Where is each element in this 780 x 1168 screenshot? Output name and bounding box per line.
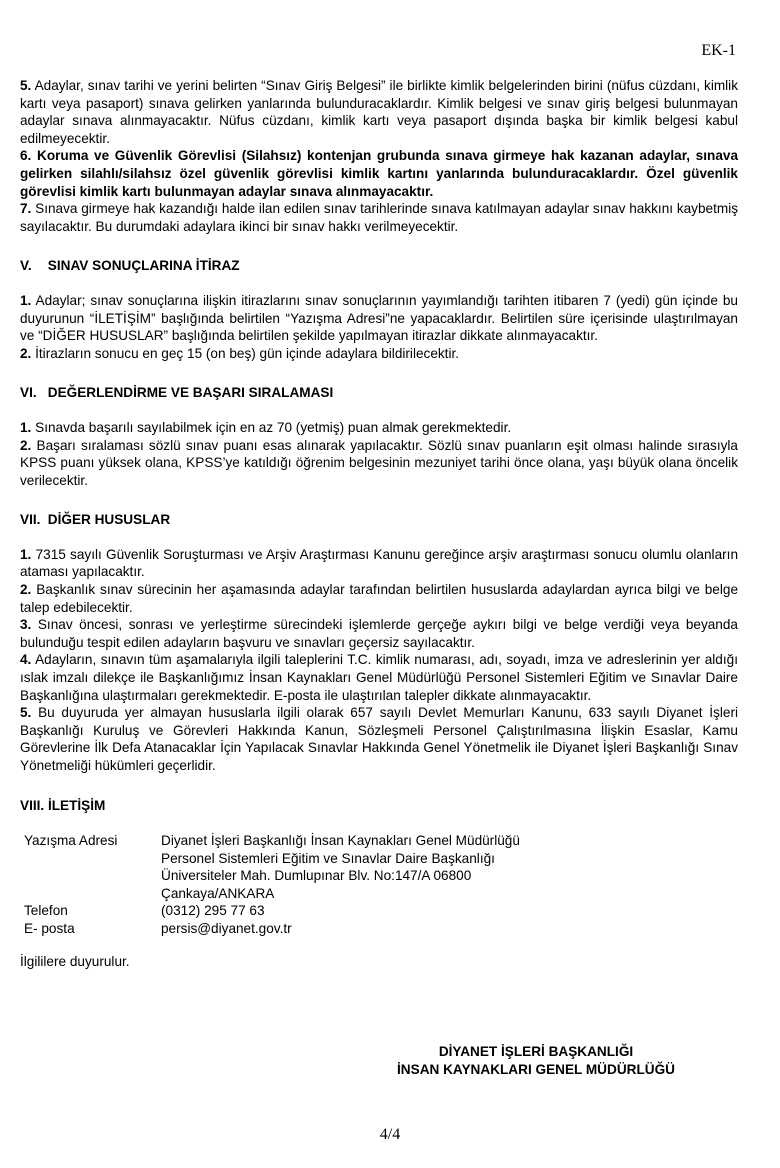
item-number: 1. (20, 546, 32, 562)
item-number: 2. (20, 345, 32, 361)
item-text: Adayların, sınavın tüm aşamalarıyla ilgili taleplerini T.C. kimlik numarası, adı, soyadı, imza ve adreslerinin yer aldığı ıslak imzalı dilekçe ile Başkanlığımız İnsan Kaynakları Genel Müdürlüğü Personel Sistemleri Eğitim ve Sınavlar Daire Başkanlığına ulaştırmaları gerekmektedir. E-posta ile ulaştırılan talepler dikkate alınmayacaktır. (20, 652, 738, 703)
list-item (20, 616, 738, 651)
list-item (20, 147, 738, 200)
item-text: Başarı sıralaması sözlü sınav puanı esas alınarak yapılacaktır. Sözlü sınav puanların eşit olması halinde sırasıyla KPSS puanı yüksek olana, KPSS’ye katıldığı öğrenim belgesinin mezuniyet tarihi önce olana, yaşı büyük olana öncelik verilecektir. (20, 437, 738, 488)
phone-label: Telefon (24, 903, 68, 919)
list-item (20, 345, 738, 363)
list-item (20, 704, 738, 774)
address-value: Diyanet İşleri Başkanlığı İnsan Kaynakları Genel Müdürlüğü Personel Sistemleri Eğitim ve Sınavlar Daire Başkanlığı Üniversiteler Mah. Dumlupınar Blv. No:147/A 06800 Çankaya/ANKARA (161, 833, 520, 901)
item-number: 6. (20, 148, 32, 164)
item-number: 2. (20, 437, 32, 453)
email-row (24, 920, 738, 938)
section-heading: VII. DİĞER HUSUSLAR (20, 512, 171, 528)
item-text: Başkanlık sınav sürecinin her aşamasında adaylar tarafından belirtilen hususlarda adaylardan ayrıca bilgi ve belge talep edebilecektir. (20, 582, 739, 615)
item-text: Sınava girmeye hak kazandığı halde ilan edilen sınav tarihlerinde sınava katılmayan adaylar sınav hakkını kaybetmiş sayılacaktır. Bu durumdaki adaylara ikinci bir sınav hakkı verilmeyecektir. (20, 201, 739, 234)
list-item (20, 200, 738, 235)
list-item (20, 581, 738, 616)
item-text: Koruma ve Güvenlik Görevlisi (Silahsız) kontenjan grubunda sınava girmeye hak kazanan adaylar, sınava gelirken silahlı/silahsız özel güvenlik görevlisi kimlik kartını yanlarında bulunduracaklardır. Özel güvenlik görevlisi kimlik kartı bulunmayan adaylar sınava alınmayacaktır. (20, 148, 738, 199)
item-text: İtirazların sonucu en geç 15 (on beş) gün içinde adaylara bildirilecektir. (35, 345, 460, 361)
list-item (20, 419, 738, 437)
item-text: Adaylar; sınav sonuçlarına ilişkin itirazlarını sınav sonuçlarının yayımlandığı tarihten itibaren 7 (yedi) gün içinde bu duyurunun “İLETİŞİM” başlığında belirtilen “Yazışma Adresi”ne yapacaklardır. Belirtilen süre içerisinde ulaştırılmayan ve “DİĞER HUSUSLAR” başlığında belirtilen şekilde yapılmayan itirazlar dikkate alınmayacaktır. (20, 292, 738, 344)
item-text: Adaylar, sınav tarihi ve yerini belirten “Sınav Giriş Belgesi” ile birlikte kimlik belgelerinden birini (nüfus cüzdanı, kimlik kartı veya pasaport) sınava gelirken yanlarında bulunduracaklardır. Kimlik belgesi ve sınav giriş belgesi bulunmayan adaylar sınava alınmayacaktır. Nüfus cüzdanı, kimlik kartı veya pasaport dışında başka bir kimlik belgesi kabul edilmeyecektir. (20, 78, 738, 146)
phone-value: (0312) 295 77 63 (161, 903, 265, 919)
email-value[interactable]: persis@diyanet.gov.tr (161, 920, 292, 936)
address-row (24, 832, 738, 902)
phone-row (24, 902, 738, 920)
section-heading: V. SINAV SONUÇLARINA İTİRAZ (20, 258, 240, 274)
item-number: 4. (20, 652, 32, 668)
item-number: 3. (20, 617, 32, 633)
document-body (20, 77, 738, 971)
annex-label: EK-1 (701, 42, 736, 59)
signature-line-2: İNSAN KAYNAKLARI GENEL MÜDÜRLÜĞÜ (397, 1062, 675, 1077)
item-number: 5. (20, 705, 32, 721)
signature-block (360, 1043, 712, 1079)
list-item (20, 437, 738, 490)
item-number: 5. (20, 78, 32, 93)
item-number: 2. (20, 582, 32, 598)
list-item (20, 651, 738, 704)
contact-info (24, 832, 738, 937)
section-heading: VIII. İLETİŞİM (20, 797, 106, 813)
list-item (20, 77, 738, 147)
announcement: İlgililere duyurulur. (20, 954, 130, 970)
item-number: 1. (20, 419, 32, 435)
signature-line-1: DİYANET İŞLERİ BAŞKANLIĞI (438, 1044, 634, 1059)
item-text: Bu duyuruda yer almayan hususlarla ilgili olarak 657 sayılı Devlet Memurları Kanunu, 633 sayılı Diyanet İşleri Başkanlığı Kuruluş ve Görevleri Hakkında Kanun, Sözleşmeli Personel Çalıştırılmasına İlişkin Esaslar, Kamu Görevlerine İlk Defa Atanacaklar İçin Yapılacak Sınavlar Hakkında Genel Yönetmelik ile Diyanet İşleri Başkanlığı Sınav Yönetmeliği hükümleri geçerlidir. (20, 705, 738, 773)
page-number: 4/4 (379, 1126, 401, 1143)
list-item (20, 292, 738, 345)
list-item (20, 546, 738, 581)
item-text: Sınavda başarılı sayılabilmek için en az 70 (yetmiş) puan almak gerekmektedir. (35, 419, 512, 435)
item-text: 7315 sayılı Güvenlik Soruşturması ve Arşiv Araştırması Kanunu gereğince arşiv araştırması sonucu olumlu olanların ataması yapılacaktır. (20, 546, 739, 580)
item-number: 7. (20, 201, 32, 217)
item-text: Sınav öncesi, sonrası ve yerleştirme sürecindeki işlemlerde gerçeğe aykırı bilgi ve belge verdiği veya beyanda bulunduğu tespit edilen adayların başvuru ve sınavları geçersiz sayılacaktır. (20, 617, 738, 650)
item-number: 1. (20, 292, 32, 308)
address-label: Yazışma Adresi (24, 833, 118, 849)
email-label: E- posta (24, 920, 75, 936)
section-heading: VI. DEĞERLENDİRME VE BAŞARI SIRALAMASI (20, 385, 334, 401)
